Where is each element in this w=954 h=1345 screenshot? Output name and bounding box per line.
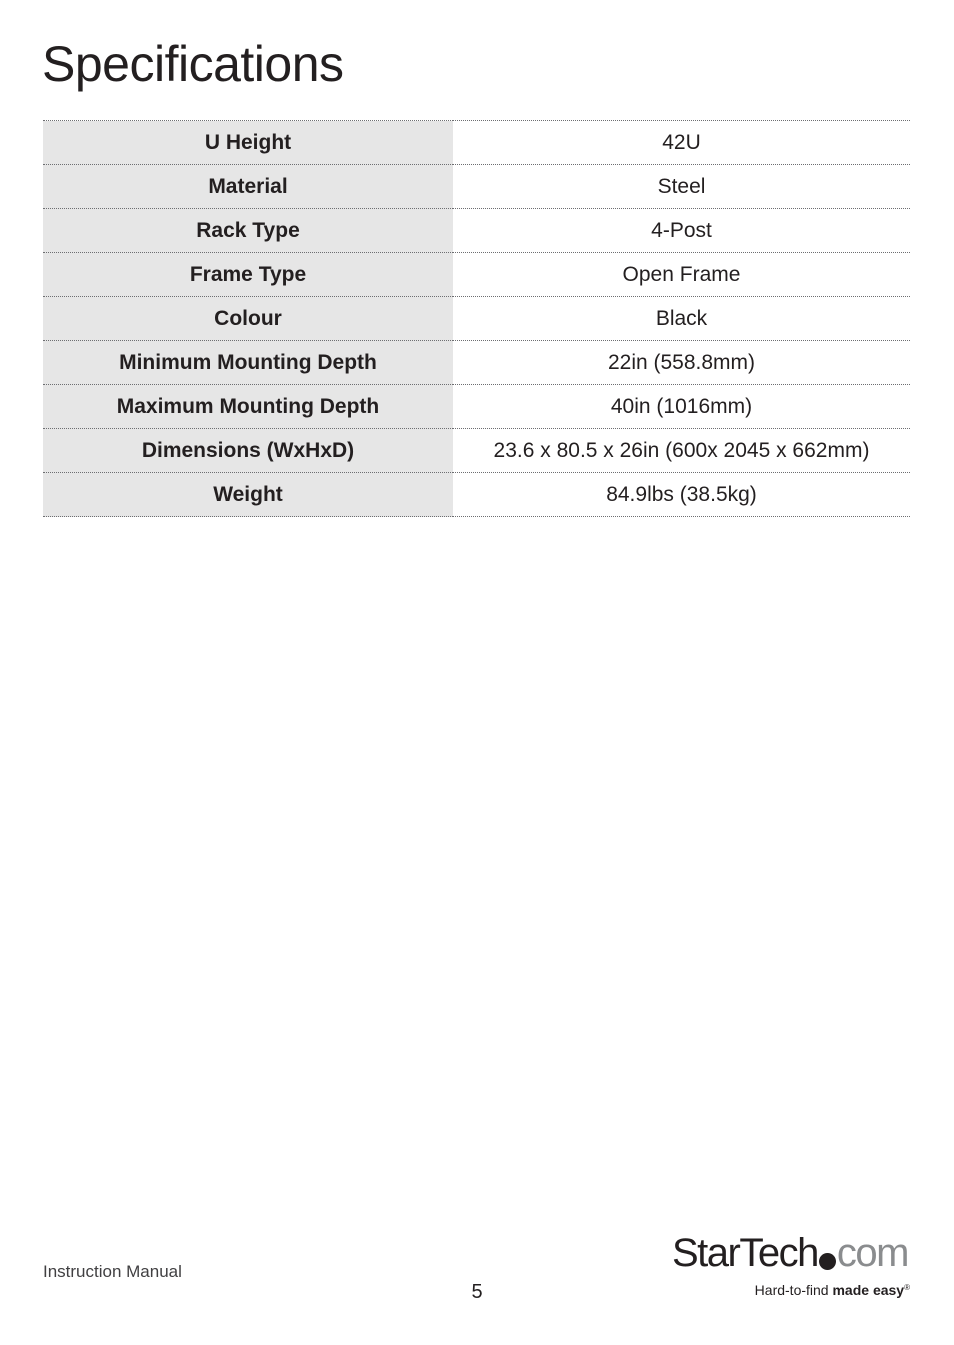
- spec-value: 22in (558.8mm): [453, 341, 910, 385]
- table-row: [43, 385, 910, 429]
- logo-wordmark: [672, 1230, 908, 1276]
- spec-label: Frame Type: [43, 253, 453, 297]
- spec-value: Steel: [453, 165, 910, 209]
- spec-label: Material: [43, 165, 453, 209]
- spec-label: Minimum Mounting Depth: [43, 341, 453, 385]
- spec-label: Dimensions (WxHxD): [43, 429, 453, 473]
- footer-document-label: Instruction Manual: [43, 1262, 182, 1281]
- spec-label: Rack Type: [43, 209, 453, 253]
- spec-value: Open Frame: [453, 253, 910, 297]
- tagline-bold: made easy: [832, 1282, 905, 1298]
- table-row: [43, 473, 910, 517]
- page-title: Specifications: [42, 36, 344, 92]
- table-row: [43, 297, 910, 341]
- table-row: [43, 209, 910, 253]
- logo-tld-text: com: [836, 1231, 908, 1275]
- table-row: [43, 253, 910, 297]
- spec-value: Black: [453, 297, 910, 341]
- spec-label: U Height: [43, 121, 453, 165]
- spec-label: Maximum Mounting Depth: [43, 385, 453, 429]
- table-row: [43, 429, 910, 473]
- table-row: [43, 165, 910, 209]
- spec-value: 42U: [453, 121, 910, 165]
- specifications-table: [43, 120, 910, 517]
- logo-dot-icon: [819, 1253, 836, 1270]
- spec-label: Colour: [43, 297, 453, 341]
- registered-mark: ®: [904, 1283, 910, 1292]
- logo-brand-text: StarTech: [672, 1231, 818, 1275]
- page-number: 5: [471, 1281, 483, 1303]
- spec-value: 23.6 x 80.5 x 26in (600x 2045 x 662mm): [453, 429, 910, 473]
- tagline-regular: Hard-to-find: [754, 1282, 833, 1298]
- table-row: [43, 121, 910, 165]
- spec-value: 40in (1016mm): [453, 385, 910, 429]
- startech-logo: [672, 1230, 912, 1305]
- table-row: [43, 341, 910, 385]
- spec-label: Weight: [43, 473, 453, 517]
- logo-tagline: [755, 1282, 910, 1298]
- spec-value: 4-Post: [453, 209, 910, 253]
- spec-value: 84.9lbs (38.5kg): [453, 473, 910, 517]
